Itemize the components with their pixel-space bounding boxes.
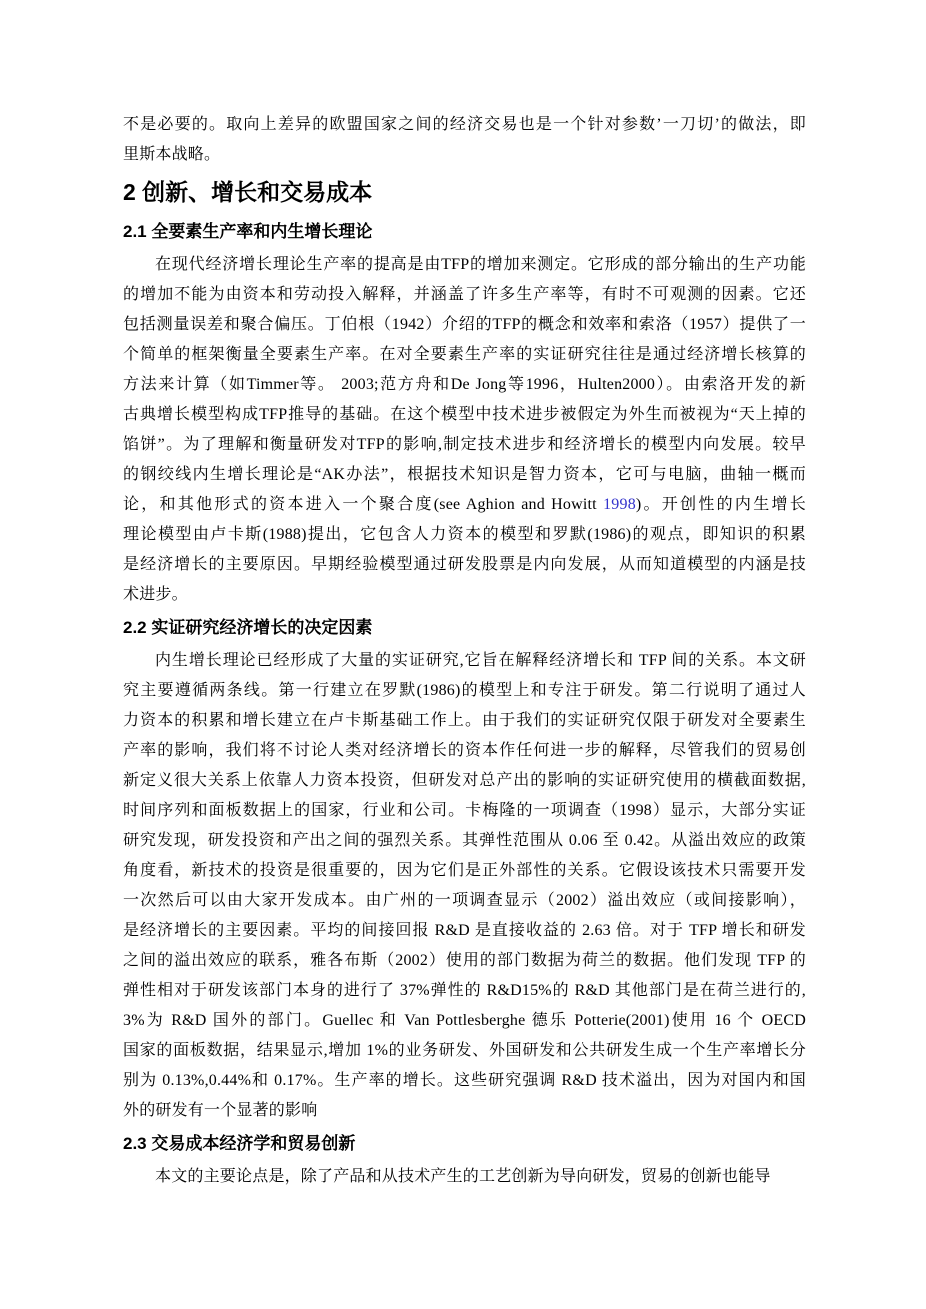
document-content — [123, 110, 806, 1192]
text-line: 方法来计算（如Timmer等。 2003;范方舟和De Jong等1996，Hulten2000）。由索洛开发的新 — [123, 376, 806, 393]
text-line: 的钢绞线内生增长理论是“AK办法”，根据技术知识是智力资本，它可与电脑，曲轴一概而 — [123, 466, 806, 483]
text-line: 产率的影响，我们将不讨论人类对经济增长的资本作任何进一步的解释，尽管我们的贸易创 — [123, 742, 806, 759]
text-line: 不是必要的。取向上差异的欧盟国家之间的经济交易也是一个针对参数’一刀切’的做法，即 — [123, 116, 806, 133]
text-line: 究主要遵循两条线。第一行建立在罗默(1986)的模型上和专注于研发。第二行说明了通过人 — [123, 682, 806, 699]
text-line: 是经济增长的主要原因。早期经验模型通过研发股票是内向发展，从而知道模型的内涵是技 — [123, 556, 806, 573]
text-line — [123, 490, 806, 520]
text-line: 个简单的框架衡量全要素生产率。在对全要素生产率的实证研究往往是通过经济增长核算的 — [123, 346, 806, 363]
paragraph-empirical-determinants — [123, 646, 806, 1126]
text-line: 包括测量误差和聚合偏压。丁伯根（1942）介绍的TFP的概念和效率和索洛（1957）提供了一 — [123, 316, 806, 333]
section-heading-2-2: 2.2 实证研究经济增长的决定因素 — [123, 618, 373, 637]
text-line: 本文的主要论点是，除了产品和从技术产生的工艺创新为导向研发，贸易的创新也能导 — [155, 1168, 771, 1185]
text-segment: )。开创性的内生增长 — [635, 496, 806, 513]
text-line: 里斯本战略。 — [123, 146, 221, 163]
section-heading-2-1: 2.1 全要素生产率和内生增长理论 — [123, 222, 373, 241]
paragraph-transaction-costs-trade-innovation — [123, 1162, 806, 1192]
text-line: 研究发现，研发投资和产出之间的强烈关系。其弹性范围从 0.06 至 0.42。从溢出效应的政策 — [123, 832, 806, 849]
text-line: 角度看，新技术的投资是很重要的，因为它们是正外部性的关系。它假设该技术只需要开发 — [123, 862, 806, 879]
citation-link-1998[interactable]: 1998 — [603, 496, 636, 513]
text-line: 馅饼”。为了理解和衡量研发对TFP的影响,制定技术进步和经济增长的模型内向发展。较早 — [123, 436, 806, 453]
text-line: 弹性相对于研发该部门本身的进行了 37%弹性的 R&D15%的 R&D 其他部门是在荷兰进行的, — [123, 982, 806, 999]
text-line: 术进步。 — [123, 586, 188, 603]
text-line: 时间序列和面板数据上的国家，行业和公司。卡梅隆的一项调查（1998）显示，大部分实证 — [123, 802, 806, 819]
text-line: 内生增长理论已经形成了大量的实证研究,它旨在解释经济增长和 TFP 间的关系。本文研 — [155, 652, 806, 669]
text-line: 新定义很大关系上依靠人力资本投资，但研发对总产出的影响的实证研究使用的横截面数据, — [123, 772, 806, 789]
text-line: 理论模型由卢卡斯(1988)提出，它包含人力资本的模型和罗默(1986)的观点，即知识的积累 — [123, 526, 806, 543]
chapter-heading: 2 创新、增长和交易成本 — [123, 179, 373, 205]
text-line: 力资本的积累和增长建立在卢卡斯基础工作上。由于我们的实证研究仅限于研发对全要素生 — [123, 712, 806, 729]
text-line: 外的研发有一个显著的影响 — [123, 1102, 318, 1119]
section-heading-2-3: 2.3 交易成本经济学和贸易创新 — [123, 1134, 356, 1153]
text-line: 是经济增长的主要因素。平均的间接回报 R&D 是直接收益的 2.63 倍。对于 TFP 增长和研发 — [123, 922, 806, 939]
text-line: 3%为 R&D 国外的部门。Guellec 和 Van Pottlesberghe 德乐 Potterie(2001)使用 16 个 OECD — [123, 1012, 806, 1029]
text-line: 在现代经济增长理论生产率的提高是由TFP的增加来测定。它形成的部分输出的生产功能 — [155, 256, 806, 273]
text-segment: 论，和其他形式的资本进入一个聚合度(see Aghion and Howitt — [123, 496, 604, 513]
text-line: 别为 0.13%,0.44%和 0.17%。生产率的增长。这些研究强调 R&D 技术溢出，因为对国内和国 — [123, 1072, 806, 1089]
paragraph-tfp-endogenous-growth — [123, 250, 806, 610]
text-line: 古典增长模型构成TFP推导的基础。在这个模型中技术进步被假定为外生而被视为“天上掉的 — [123, 406, 806, 423]
text-line: 国家的面板数据，结果显示,增加 1%的业务研发、外国研发和公共研发生成一个生产率增长分 — [123, 1042, 806, 1059]
intro-paragraph — [123, 110, 806, 170]
text-line: 的增加不能为由资本和劳动投入解释，并涵盖了许多生产率等，有时不可观测的因素。它还 — [123, 286, 806, 303]
text-line: 之间的溢出效应的联系，雅各布斯（2002）使用的部门数据为荷兰的数据。他们发现 TFP 的 — [123, 952, 806, 969]
text-line: 一次然后可以由大家开发成本。由广州的一项调查显示（2002）溢出效应（或间接影响）， — [123, 892, 806, 909]
